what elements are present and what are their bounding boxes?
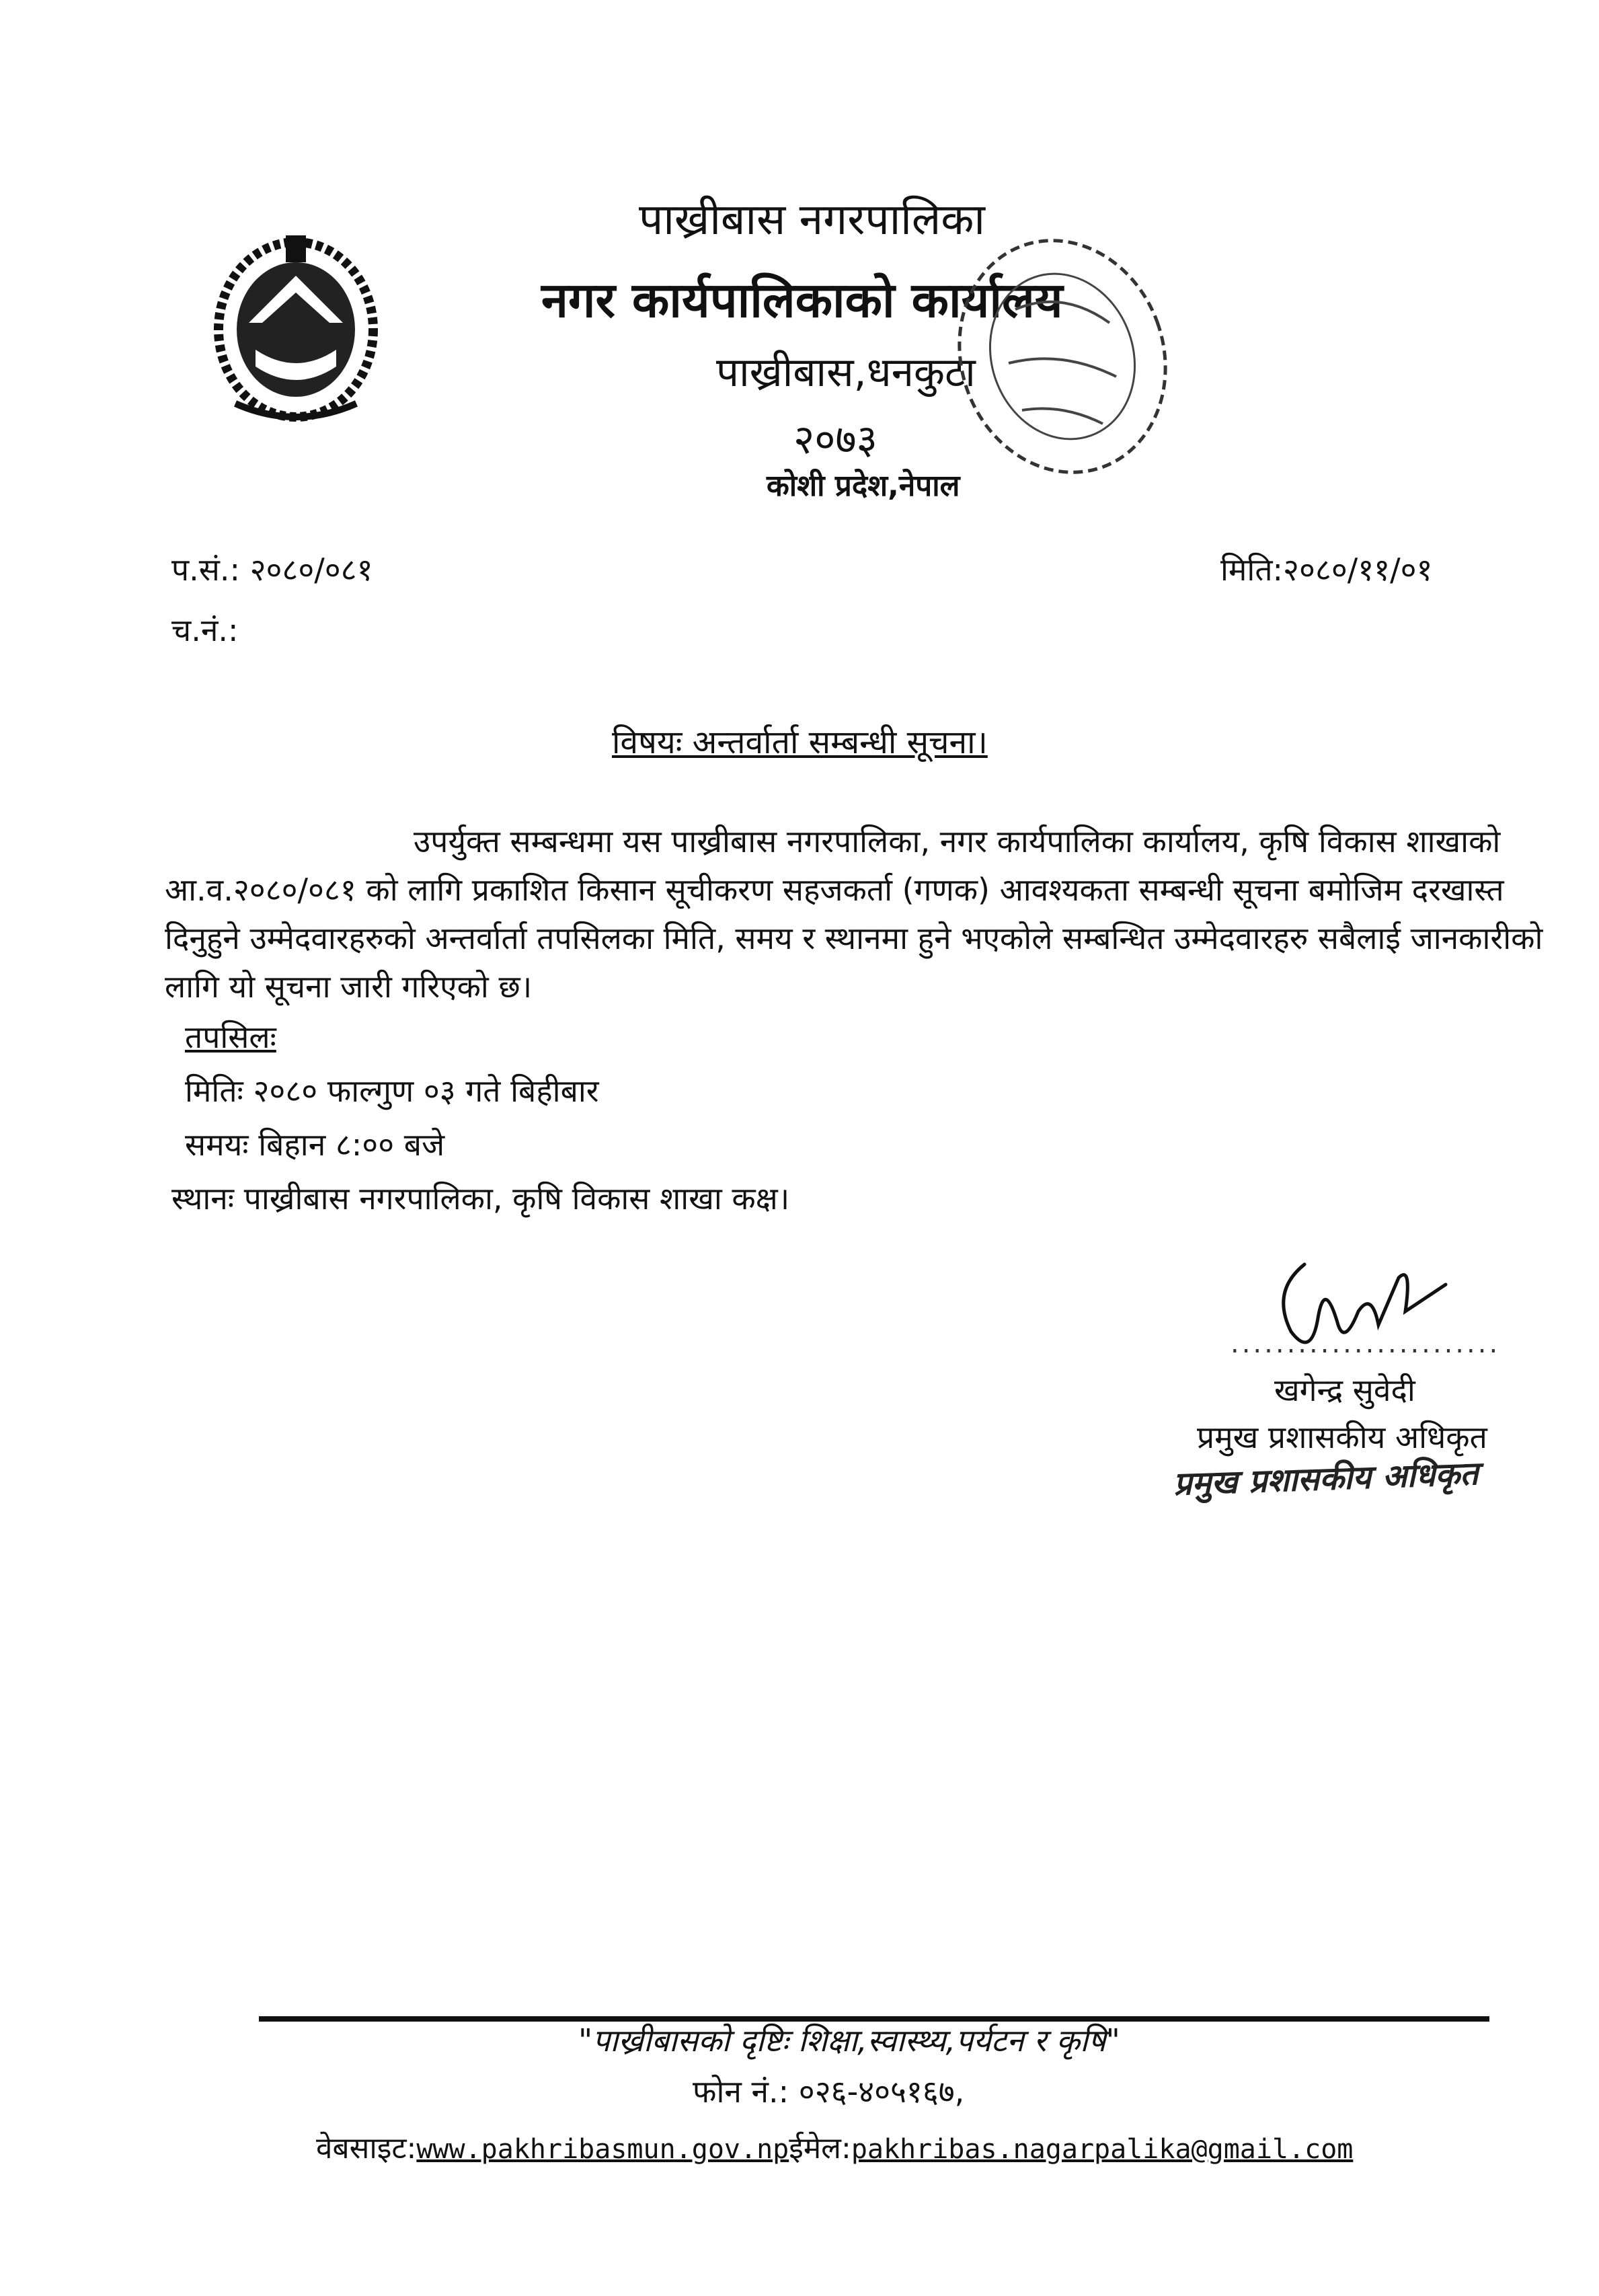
letter-subject: विषयः अन्तर्वार्ता सम्बन्धी सूचना। [612,724,988,761]
schedule-date: मितिः २०८० फाल्गुण ०३ गते बिहीबार [185,1073,599,1109]
nepal-emblem-icon [208,222,383,424]
website-link[interactable]: www.pakhribasmun.gov.np [416,2134,789,2165]
established-year: २०७३ [793,416,878,463]
footer-motto: "पाख्रीबासको दृष्टिः शिक्षा,स्वास्थ्य,पर्यटन र कृषि" [578,2022,1120,2059]
signatory-stamp: प्रमुख प्रशासकीय अधिकृत [1173,1455,1479,1503]
body-line: लागि यो सूचना जारी गरिएको छ। [165,968,533,1005]
signatory-title: प्रमुख प्रशासकीय अधिकृत [1197,1419,1487,1455]
schedule-time: समयः बिहान ८:०० बजे [185,1126,445,1163]
schedule-title: तपसिलः [185,1019,276,1055]
body-line: आ.व.२०८०/०८१ को लागि प्रकाशित किसान सूचीकरण सहजकर्ता (गणक) आवश्यकता सम्बन्धी सूचना बमोजिम दरखास्त [165,872,1504,908]
dispatch-number: च.नं.: [171,612,239,648]
website-label: वेबसाइट: [316,2131,417,2166]
office-name: पाख्रीबास नगरपालिका [639,195,985,245]
province: कोशी प्रदेश,नेपाल [767,469,960,503]
office-subtitle: नगर कार्यपालिकाको कार्यालय [541,272,1063,328]
office-address: पाख्रीबास,धनकुटा [716,349,976,396]
signatory-name: खगेन्द्र सुवेदी [1274,1372,1415,1408]
letter-body [165,817,1543,1011]
email-label: ईमेल: [789,2131,851,2166]
body-line: दिनुहुने उम्मेदवारहरुको अन्तर्वार्ता तपसिलका मिति, समय र स्थानमा हुने भएकोले सम्बन्धित उम्मेदवारहरु सबैलाई जानकारीको [165,920,1543,956]
letter-date: मिति:२०८०/११/०१ [1220,551,1433,588]
signature-line: ........................ [1231,1328,1501,1359]
body-line: उपर्युक्त सम्बन्धमा यस पाख्रीबास नगरपालिका, नगर कार्यपालिका कार्यालय, कृषि विकास शाखाको [414,823,1501,859]
footer-contact [316,2127,1353,2167]
reference-number: प.सं.: २०८०/०८१ [171,551,373,588]
footer-phone: फोन नं.: ०२६-४०५१६७, [693,2073,965,2110]
office-stamp-icon [935,188,1177,511]
email-link[interactable]: pakhribas.nagarpalika@gmail.com [851,2134,1354,2165]
schedule-place: स्थानः पाख्रीबास नगरपालिका, कृषि विकास शाखा कक्ष। [171,1180,790,1217]
